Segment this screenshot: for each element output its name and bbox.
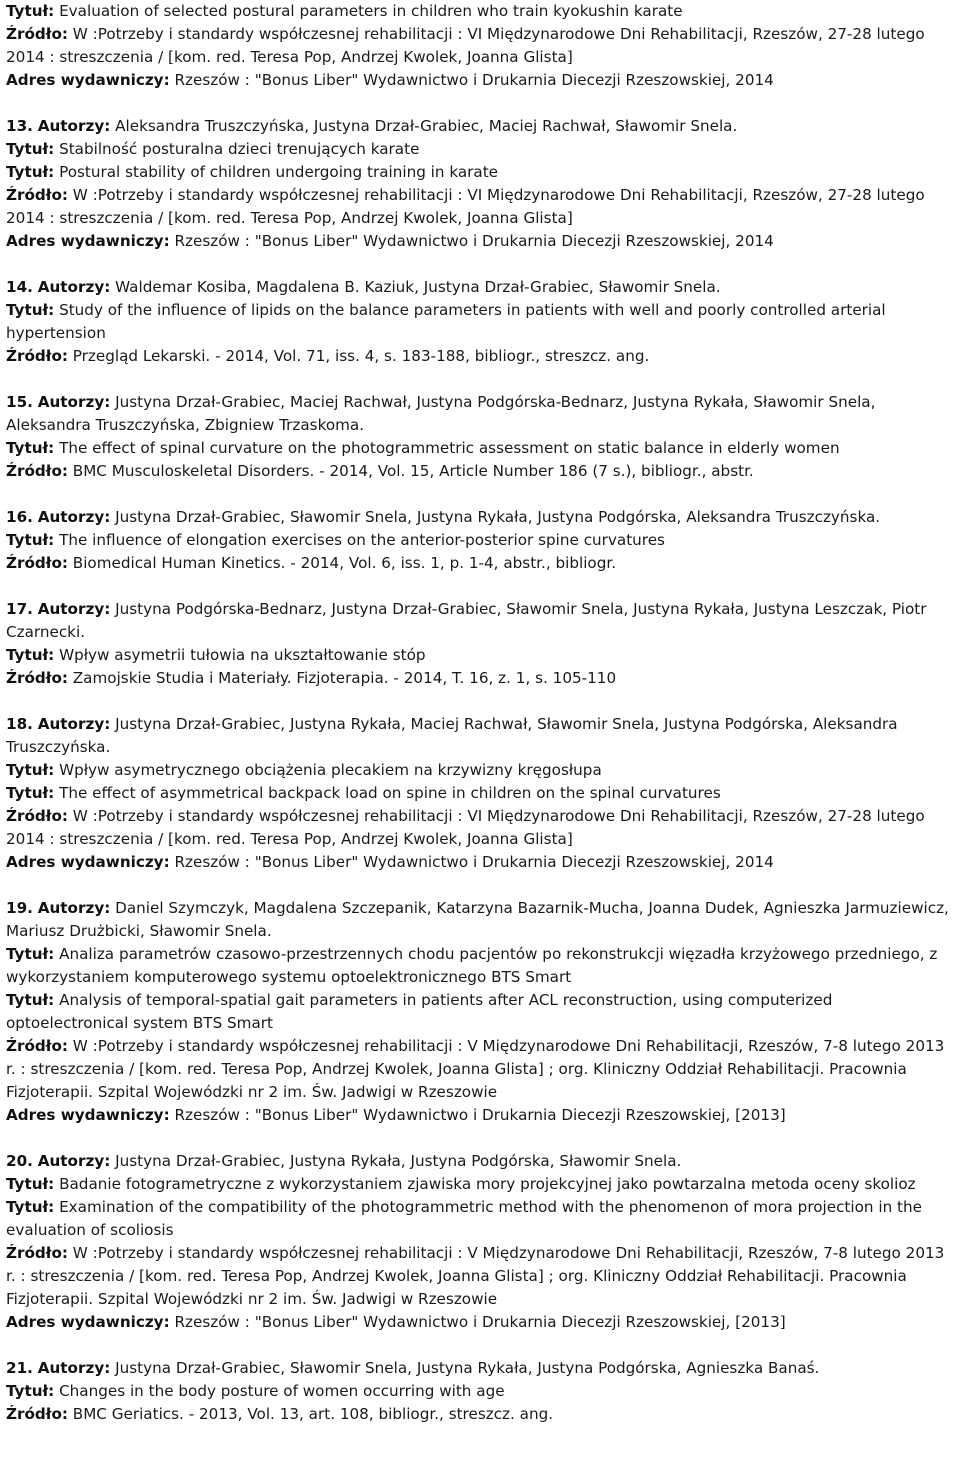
field-value: Daniel Szymczyk, Magdalena Szczepanik, Katarzyna Bazarnik-Mucha, Joanna Dudek, Agnieszka Jarmuziewicz, Mariusz Drużbicki, Sławomir Snela.: [6, 899, 949, 940]
field-value: W :Potrzeby i standardy współczesnej rehabilitacji : VI Międzynarodowe Dni Rehabilitacji, Rzeszów, 27-28 lutego 2014 : streszczenia / [kom. red. Teresa Pop, Andrzej Kwolek, Joanna Glista]: [6, 807, 925, 848]
entry-publisher-address-line: [6, 1311, 956, 1334]
field-value: The influence of elongation exercises on the anterior-posterior spine curvatures: [54, 531, 665, 549]
field-label: Autorzy:: [37, 1152, 111, 1170]
field-label: Tytuł:: [6, 991, 55, 1009]
field-value: The effect of asymmetrical backpack load on spine in children on the spinal curvatures: [54, 784, 721, 802]
field-label: Autorzy:: [37, 1359, 111, 1377]
field-label: Tytuł:: [6, 140, 55, 158]
field-value: Justyna Drzał-Grabiec, Maciej Rachwał, Justyna Podgórska-Bednarz, Justyna Rykała, Sławomir Snela, Aleksandra Truszczyńska, Zbigniew Trzaskoma.: [6, 393, 876, 434]
field-value: Analysis of temporal-spatial gait parameters in patients after ACL reconstruction, using computerized optoelectronical system BTS Smart: [6, 991, 833, 1032]
field-label: Tytuł:: [6, 784, 55, 802]
bibliography-entry: [6, 713, 956, 874]
field-label: Źródło:: [6, 1244, 68, 1262]
entry-publisher-address-line: [6, 230, 956, 253]
field-label: Adres wydawniczy:: [6, 853, 170, 871]
field-label: Tytuł:: [6, 945, 55, 963]
entry-number: 19.: [6, 899, 33, 917]
entry-title-line: [6, 759, 956, 782]
field-value: Evaluation of selected postural parameters in children who train kyokushin karate: [54, 2, 683, 20]
entry-publisher-address-line: [6, 69, 956, 92]
field-value: Examination of the compatibility of the photogrammetric method with the phenomenon of mora projection in the evaluation of scoliosis: [6, 1198, 922, 1239]
field-label: Adres wydawniczy:: [6, 1313, 170, 1331]
field-label: Tytuł:: [6, 531, 55, 549]
entry-publisher-address-line: [6, 851, 956, 874]
entry-source-line: [6, 552, 956, 575]
entry-source-line: [6, 667, 956, 690]
field-value: Changes in the body posture of women occurring with age: [54, 1382, 505, 1400]
field-label: Tytuł:: [6, 1198, 55, 1216]
entry-authors-line: [6, 276, 956, 299]
field-label: Autorzy:: [37, 600, 111, 618]
field-value: W :Potrzeby i standardy współczesnej rehabilitacji : VI Międzynarodowe Dni Rehabilitacji, Rzeszów, 27-28 lutego 2014 : streszczenia / [kom. red. Teresa Pop, Andrzej Kwolek, Joanna Glista]: [6, 25, 925, 66]
field-label: Tytuł:: [6, 646, 55, 664]
field-value: Justyna Drzał-Grabiec, Sławomir Snela, Justyna Rykała, Justyna Podgórska, Agnieszka Banaś.: [110, 1359, 820, 1377]
field-label: Tytuł:: [6, 761, 55, 779]
entry-number: 16.: [6, 508, 33, 526]
entry-number: 15.: [6, 393, 33, 411]
field-label: Źródło:: [6, 807, 68, 825]
field-label: Autorzy:: [37, 715, 111, 733]
entry-source-line: [6, 184, 956, 230]
field-label: Adres wydawniczy:: [6, 71, 170, 89]
bibliography-entry: [6, 0, 956, 92]
field-label: Tytuł:: [6, 439, 55, 457]
entry-authors-line: [6, 115, 956, 138]
entry-title-line: [6, 529, 956, 552]
field-value: Rzeszów : "Bonus Liber" Wydawnictwo i Drukarnia Diecezji Rzeszowskiej, 2014: [169, 853, 774, 871]
entry-source-line: [6, 1035, 956, 1104]
entry-source-line: [6, 23, 956, 69]
entry-title-line: [6, 0, 956, 23]
entry-authors-line: [6, 897, 956, 943]
bibliography-entry: [6, 391, 956, 483]
field-value: W :Potrzeby i standardy współczesnej rehabilitacji : VI Międzynarodowe Dni Rehabilitacji, Rzeszów, 27-28 lutego 2014 : streszczenia / [kom. red. Teresa Pop, Andrzej Kwolek, Joanna Glista]: [6, 186, 925, 227]
entry-source-line: [6, 1242, 956, 1311]
field-label: Tytuł:: [6, 301, 55, 319]
field-value: Zamojskie Studia i Materiały. Fizjoterapia. - 2014, T. 16, z. 1, s. 105-110: [67, 669, 617, 687]
field-value: Badanie fotogrametryczne z wykorzystaniem zjawiska mory projekcyjnej jako powtarzalna metoda oceny skolioz: [54, 1175, 916, 1193]
field-value: Study of the influence of lipids on the balance parameters in patients with well and poorly controlled arterial hypertension: [6, 301, 886, 342]
entry-authors-line: [6, 713, 956, 759]
entry-title-line: [6, 989, 956, 1035]
field-label: Autorzy:: [37, 117, 111, 135]
field-value: Wpływ asymetrycznego obciążenia plecakiem na krzywizny kręgosłupa: [54, 761, 602, 779]
field-value: Stabilność posturalna dzieci trenujących karate: [54, 140, 420, 158]
entry-source-line: [6, 1403, 956, 1426]
field-value: BMC Geriatics. - 2013, Vol. 13, art. 108, bibliogr., streszcz. ang.: [67, 1405, 554, 1423]
entry-title-line: [6, 1380, 956, 1403]
entry-publisher-address-line: [6, 1104, 956, 1127]
field-value: Postural stability of children undergoing training in karate: [54, 163, 499, 181]
entry-number: 18.: [6, 715, 33, 733]
entry-source-line: [6, 460, 956, 483]
field-label: Adres wydawniczy:: [6, 1106, 170, 1124]
field-label: Źródło:: [6, 347, 68, 365]
field-value: Justyna Drzał-Grabiec, Sławomir Snela, Justyna Rykała, Justyna Podgórska, Aleksandra Truszczyńska.: [110, 508, 881, 526]
bibliography-entry: [6, 897, 956, 1127]
entry-source-line: [6, 345, 956, 368]
field-value: Justyna Podgórska-Bednarz, Justyna Drzał-Grabiec, Sławomir Snela, Justyna Rykała, Justyna Leszczak, Piotr Czarnecki.: [6, 600, 927, 641]
field-value: Analiza parametrów czasowo-przestrzennych chodu pacjentów po rekonstrukcji więzadła krzyżowego przedniego, z wykorzystaniem komputerowego systemu optoelektronicznego BTS Smart: [6, 945, 938, 986]
entry-number: 21.: [6, 1359, 33, 1377]
field-label: Autorzy:: [37, 899, 111, 917]
entry-number: 14.: [6, 278, 33, 296]
entry-authors-line: [6, 1150, 956, 1173]
field-label: Źródło:: [6, 462, 68, 480]
field-value: W :Potrzeby i standardy współczesnej rehabilitacji : V Międzynarodowe Dni Rehabilitacji, Rzeszów, 7-8 lutego 2013 r. : streszczenia / [kom. red. Teresa Pop, Andrzej Kwolek, Joanna Glista] ; org. Kliniczny Oddział Rehabilitacji. Pracownia Fizjoterapii. Szpital Wojewódzki nr 2 im. Św. Jadwigi w Rzeszowie: [6, 1037, 945, 1101]
field-value: Biomedical Human Kinetics. - 2014, Vol. 6, iss. 1, p. 1-4, abstr., bibliogr.: [67, 554, 617, 572]
entry-title-line: [6, 138, 956, 161]
entry-title-line: [6, 1173, 956, 1196]
entry-title-line: [6, 437, 956, 460]
bibliography-entry: [6, 506, 956, 575]
field-value: Rzeszów : "Bonus Liber" Wydawnictwo i Drukarnia Diecezji Rzeszowskiej, 2014: [169, 232, 774, 250]
bibliography-entry: [6, 115, 956, 253]
field-label: Tytuł:: [6, 1175, 55, 1193]
field-value: The effect of spinal curvature on the photogrammetric assessment on static balance in elderly women: [54, 439, 840, 457]
field-label: Tytuł:: [6, 163, 55, 181]
bibliography-entry: [6, 1150, 956, 1334]
field-label: Źródło:: [6, 25, 68, 43]
field-label: Źródło:: [6, 1037, 68, 1055]
bibliography-entry: [6, 598, 956, 690]
field-value: Rzeszów : "Bonus Liber" Wydawnictwo i Drukarnia Diecezji Rzeszowskiej, [2013]: [169, 1106, 786, 1124]
entry-authors-line: [6, 391, 956, 437]
entry-title-line: [6, 782, 956, 805]
field-label: Tytuł:: [6, 2, 55, 20]
field-label: Adres wydawniczy:: [6, 232, 170, 250]
entry-number: 17.: [6, 600, 33, 618]
field-label: Źródło:: [6, 554, 68, 572]
field-label: Źródło:: [6, 1405, 68, 1423]
entry-title-line: [6, 161, 956, 184]
entry-title-line: [6, 299, 956, 345]
field-label: Tytuł:: [6, 1382, 55, 1400]
bibliography-entry: [6, 1357, 956, 1426]
entry-authors-line: [6, 506, 956, 529]
field-label: Źródło:: [6, 186, 68, 204]
field-value: Waldemar Kosiba, Magdalena B. Kaziuk, Justyna Drzał-Grabiec, Sławomir Snela.: [110, 278, 721, 296]
entry-title-line: [6, 943, 956, 989]
field-label: Autorzy:: [37, 508, 111, 526]
entry-number: 13.: [6, 117, 33, 135]
bibliography-entry: [6, 276, 956, 368]
entry-authors-line: [6, 1357, 956, 1380]
field-value: Rzeszów : "Bonus Liber" Wydawnictwo i Drukarnia Diecezji Rzeszowskiej, [2013]: [169, 1313, 786, 1331]
field-value: Rzeszów : "Bonus Liber" Wydawnictwo i Drukarnia Diecezji Rzeszowskiej, 2014: [169, 71, 774, 89]
field-value: W :Potrzeby i standardy współczesnej rehabilitacji : V Międzynarodowe Dni Rehabilitacji, Rzeszów, 7-8 lutego 2013 r. : streszczenia / [kom. red. Teresa Pop, Andrzej Kwolek, Joanna Glista] ; org. Kliniczny Oddział Rehabilitacji. Pracownia Fizjoterapii. Szpital Wojewódzki nr 2 im. Św. Jadwigi w Rzeszowie: [6, 1244, 945, 1308]
field-value: Wpływ asymetrii tułowia na ukształtowanie stóp: [54, 646, 426, 664]
entry-source-line: [6, 805, 956, 851]
field-value: Przegląd Lekarski. - 2014, Vol. 71, iss. 4, s. 183-188, bibliogr., streszcz. ang.: [67, 347, 650, 365]
entry-authors-line: [6, 598, 956, 644]
field-label: Źródło:: [6, 669, 68, 687]
entry-number: 20.: [6, 1152, 33, 1170]
field-value: BMC Musculoskeletal Disorders. - 2014, Vol. 15, Article Number 186 (7 s.), bibliogr., abstr.: [67, 462, 754, 480]
field-value: Justyna Drzał-Grabiec, Justyna Rykała, Maciej Rachwał, Sławomir Snela, Justyna Podgórska, Aleksandra Truszczyńska.: [6, 715, 898, 756]
entry-title-line: [6, 644, 956, 667]
entry-title-line: [6, 1196, 956, 1242]
field-value: Justyna Drzał-Grabiec, Justyna Rykała, Justyna Podgórska, Sławomir Snela.: [110, 1152, 682, 1170]
field-label: Autorzy:: [37, 278, 111, 296]
field-label: Autorzy:: [37, 393, 111, 411]
field-value: Aleksandra Truszczyńska, Justyna Drzał-Grabiec, Maciej Rachwał, Sławomir Snela.: [110, 117, 738, 135]
